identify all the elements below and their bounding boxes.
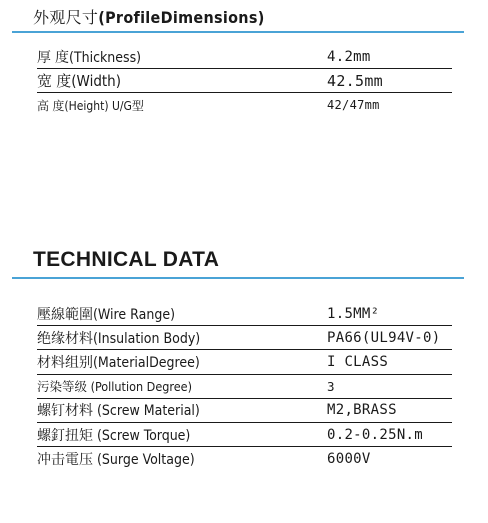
spec-label: 高 度(Height) U/G型: [37, 98, 144, 113]
profile-dimensions-title: [33, 5, 265, 28]
spec-value: 6000V: [327, 451, 371, 468]
spec-label: 宽 度(Width): [37, 72, 121, 90]
spec-row-screw-torque: [37, 423, 452, 447]
profile-title-en: (ProfileDimensions): [98, 8, 265, 27]
spec-value: PA66(UL94V-0): [327, 329, 441, 346]
spec-value: M2,BRASS: [327, 402, 397, 419]
spec-label: 材料组别(MaterialDegree): [37, 354, 200, 371]
technical-data-title: TECHNICAL DATA: [33, 248, 220, 271]
spec-value: 4.2mm: [327, 48, 371, 65]
spec-label: 厚 度(Thickness): [37, 49, 142, 66]
spec-row-width: [37, 69, 452, 93]
spec-label: 壓線範圍(Wire Range): [37, 306, 175, 323]
spec-row-material-degree: [37, 350, 452, 374]
spec-label: 螺釘扭矩 (Screw Torque): [37, 427, 191, 444]
spec-row-thickness: [37, 45, 452, 69]
spec-label: 冲击電压 (Surge Voltage): [37, 452, 195, 469]
spec-row-pollution-degree: [37, 375, 452, 399]
spec-label: 污染等级 (Pollution Degree): [37, 379, 192, 395]
spec-value: 3: [327, 378, 335, 394]
spec-value: 42.5mm: [327, 71, 383, 90]
spec-label: 绝缘材料(Insulation Body): [37, 330, 201, 347]
spec-row-wire-range: [37, 302, 452, 326]
technical-data-table: [37, 302, 452, 471]
profile-dimensions-table: [37, 45, 452, 117]
spec-row-surge-voltage: [37, 447, 452, 471]
spec-value: 0.2-0.25N.m: [327, 426, 424, 443]
spec-row-insulation-body: [37, 326, 452, 350]
spec-label: 螺钉材料 (Screw Material): [37, 403, 200, 420]
profile-title-cn: 外观尺寸: [33, 8, 99, 27]
spec-row-screw-material: [37, 399, 452, 423]
spec-value: 1.5MM²: [327, 305, 380, 322]
spec-row-height: [37, 93, 452, 117]
profile-title-rule: [12, 31, 464, 33]
spec-value: I CLASS: [327, 353, 389, 370]
technical-title-rule: [12, 277, 464, 279]
spec-value: 42/47mm: [327, 98, 380, 112]
